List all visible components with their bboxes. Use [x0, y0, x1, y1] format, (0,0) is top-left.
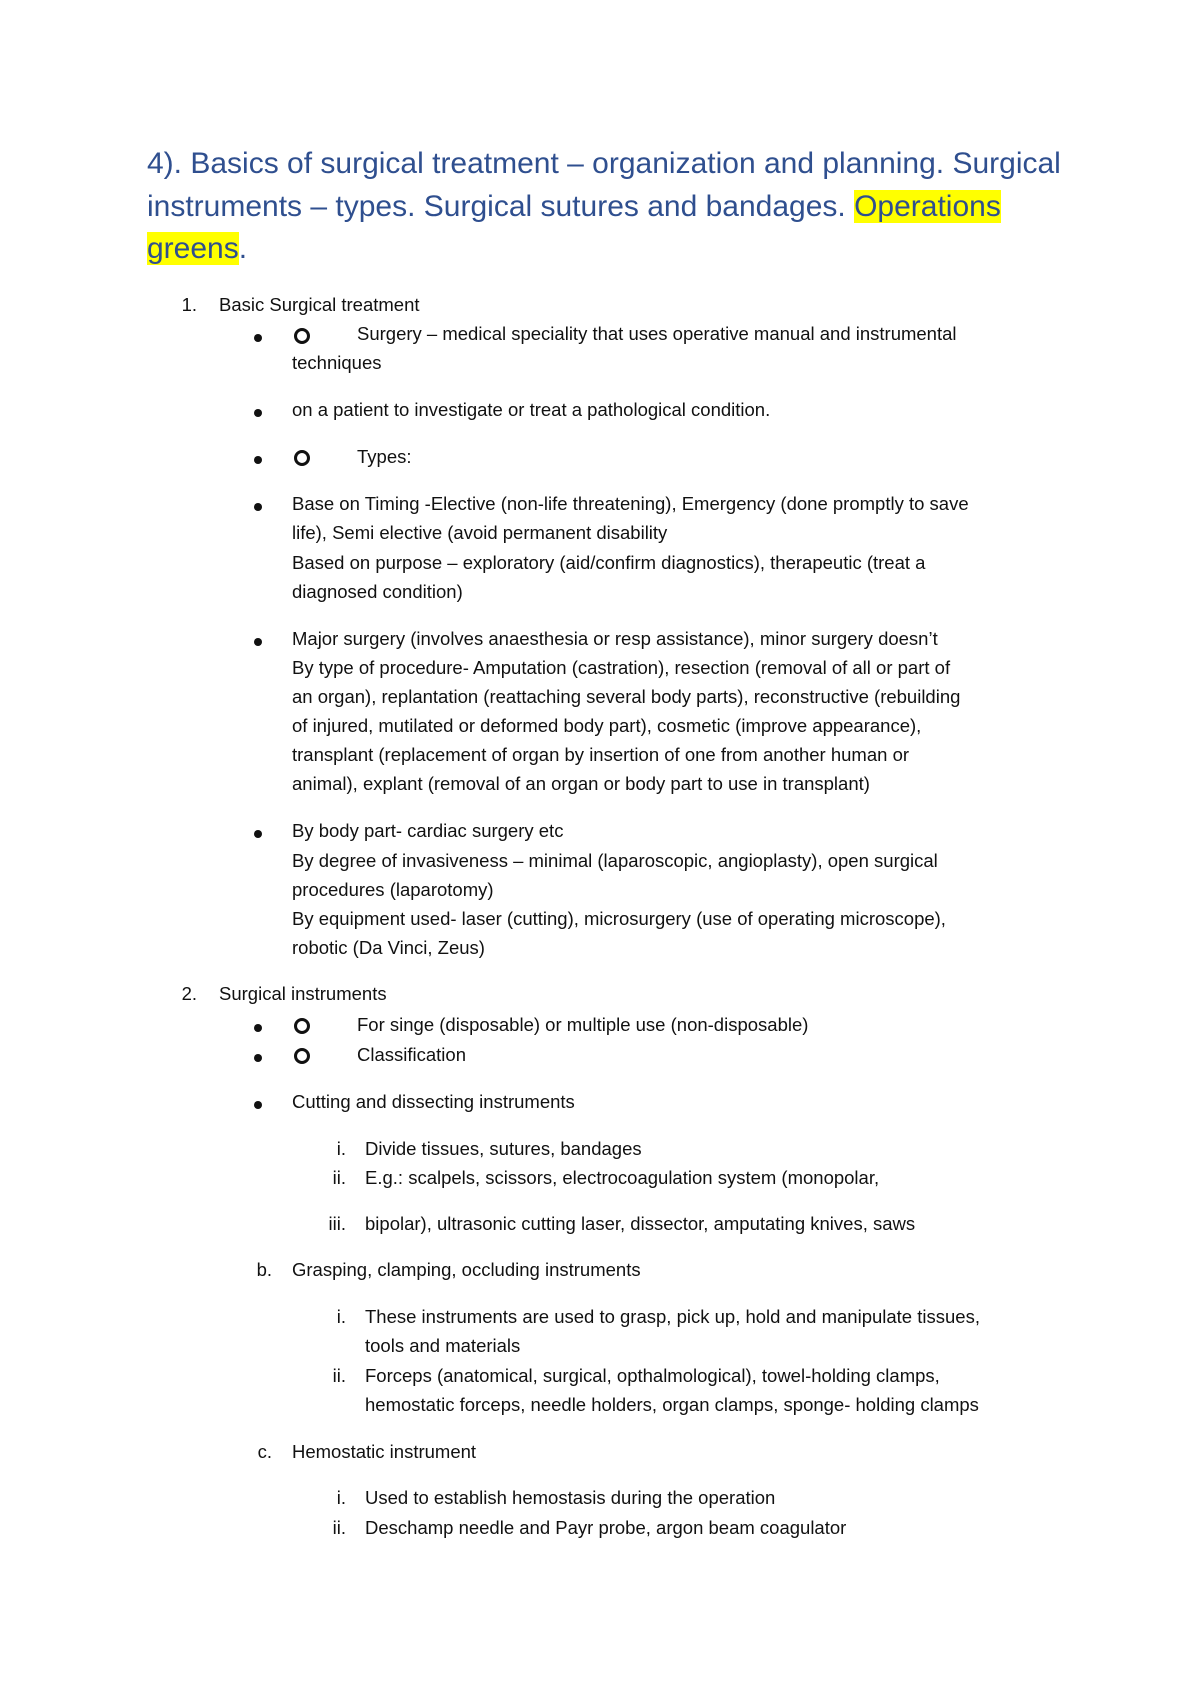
sublist-item-text: Deschamp needle and Payr probe, argon beam coagulator: [365, 1517, 847, 1538]
section-1-number: 1.: [181, 294, 197, 315]
list-item-text: By body part- cardiac surgery etc: [292, 820, 564, 841]
list-item-text: Based on purpose – exploratory (aid/confirm diagnostics), therapeutic (treat a: [292, 552, 926, 573]
heading-end: .: [238, 232, 248, 265]
sublist-item-text: Divide tissues, sutures, bandages: [365, 1138, 642, 1159]
heading-highlight: Operations greens: [147, 189, 1001, 265]
list-item-text: Major surgery (involves anaesthesia or resp assistance), minor surgery doesn’t: [292, 628, 938, 649]
list-item-text: robotic (Da Vinci, Zeus): [292, 937, 485, 958]
list-item-text: For singe (disposable) or multiple use (non-disposable): [357, 1014, 809, 1035]
sublist-title: Grasping, clamping, occluding instruments: [292, 1259, 641, 1280]
sublist-letter: b.: [256, 1259, 272, 1280]
list-item-text: an organ), replantation (reattaching several body parts), reconstructive (rebuilding: [292, 686, 961, 707]
list-item-text: Cutting and dissecting instruments: [292, 1091, 575, 1112]
bullet-icon: [254, 638, 262, 646]
sublist-item-text: E.g.: scalpels, scissors, electrocoagulation system (monopolar,: [365, 1167, 880, 1188]
heading-text: 4). Basics of surgical treatment – organization and planning. Surgical instruments – types. Surgical sutures and bandages.: [147, 147, 1061, 223]
list-item-text: Base on Timing -Elective (non-life threatening), Emergency (done promptly to save: [292, 493, 969, 514]
roman-numeral: i.: [336, 1138, 346, 1159]
list-item-text: on a patient to investigate or treat a pathological condition.: [292, 399, 771, 420]
hollow-bullet-icon: [294, 328, 310, 344]
sublist-item-text: hemostatic forceps, needle holders, organ clamps, sponge- holding clamps: [365, 1394, 979, 1415]
sublist-title: Hemostatic instrument: [292, 1441, 477, 1462]
list-item-text: of injured, mutilated or deformed body part), cosmetic (improve appearance),: [292, 715, 922, 736]
section-2-number: 2.: [181, 983, 197, 1004]
section-2-title: Surgical instruments: [219, 983, 387, 1004]
sublist-item-text: bipolar), ultrasonic cutting laser, dissector, amputating knives, saws: [365, 1213, 916, 1234]
sublist-item-text: These instruments are used to grasp, pick up, hold and manipulate tissues,: [365, 1306, 980, 1327]
list-item-text: By degree of invasiveness – minimal (laparoscopic, angioplasty), open surgical: [292, 850, 938, 871]
list-item-text: procedures (laparotomy): [292, 879, 494, 900]
list-item-text: animal), explant (removal of an organ or body part to use in transplant): [292, 773, 870, 794]
bullet-icon: [254, 1054, 262, 1062]
list-item-text: diagnosed condition): [292, 581, 463, 602]
list-item-text: By equipment used- laser (cutting), microsurgery (use of operating microscope),: [292, 908, 946, 929]
bullet-icon: [254, 1024, 262, 1032]
section-1-title: Basic Surgical treatment: [219, 294, 420, 315]
list-item-text: Classification: [357, 1044, 466, 1065]
roman-numeral: ii.: [332, 1167, 346, 1188]
list-item-text: transplant (replacement of organ by insertion of one from another human or: [292, 744, 910, 765]
bullet-icon: [254, 1101, 262, 1109]
bullet-icon: [254, 503, 262, 511]
bullet-icon: [254, 334, 262, 342]
list-item-text: By type of procedure- Amputation (castration), resection (removal of all or part of: [292, 657, 951, 678]
bullet-icon: [254, 456, 262, 464]
hollow-bullet-icon: [294, 1048, 310, 1064]
bullet-icon: [254, 830, 262, 838]
sublist-item-text: Used to establish hemostasis during the operation: [365, 1487, 776, 1508]
list-item-text: Types:: [357, 446, 412, 467]
list-item-text: life), Semi elective (avoid permanent disability: [292, 522, 668, 543]
sublist-letter: c.: [257, 1441, 272, 1462]
list-item-text: Surgery – medical speciality that uses operative manual and instrumental: [357, 323, 957, 344]
roman-numeral: i.: [336, 1306, 346, 1327]
hollow-bullet-icon: [294, 1018, 310, 1034]
roman-numeral: ii.: [332, 1365, 346, 1386]
roman-numeral: i.: [336, 1487, 346, 1508]
hollow-bullet-icon: [294, 450, 310, 466]
sublist-item-text: Forceps (anatomical, surgical, opthalmological), towel-holding clamps,: [365, 1365, 940, 1386]
roman-numeral: ii.: [332, 1517, 346, 1538]
list-item-text: techniques: [292, 352, 382, 373]
roman-numeral: iii.: [328, 1213, 346, 1234]
document-heading: [147, 143, 1067, 271]
sublist-item-text: tools and materials: [365, 1335, 521, 1356]
bullet-icon: [254, 409, 262, 417]
